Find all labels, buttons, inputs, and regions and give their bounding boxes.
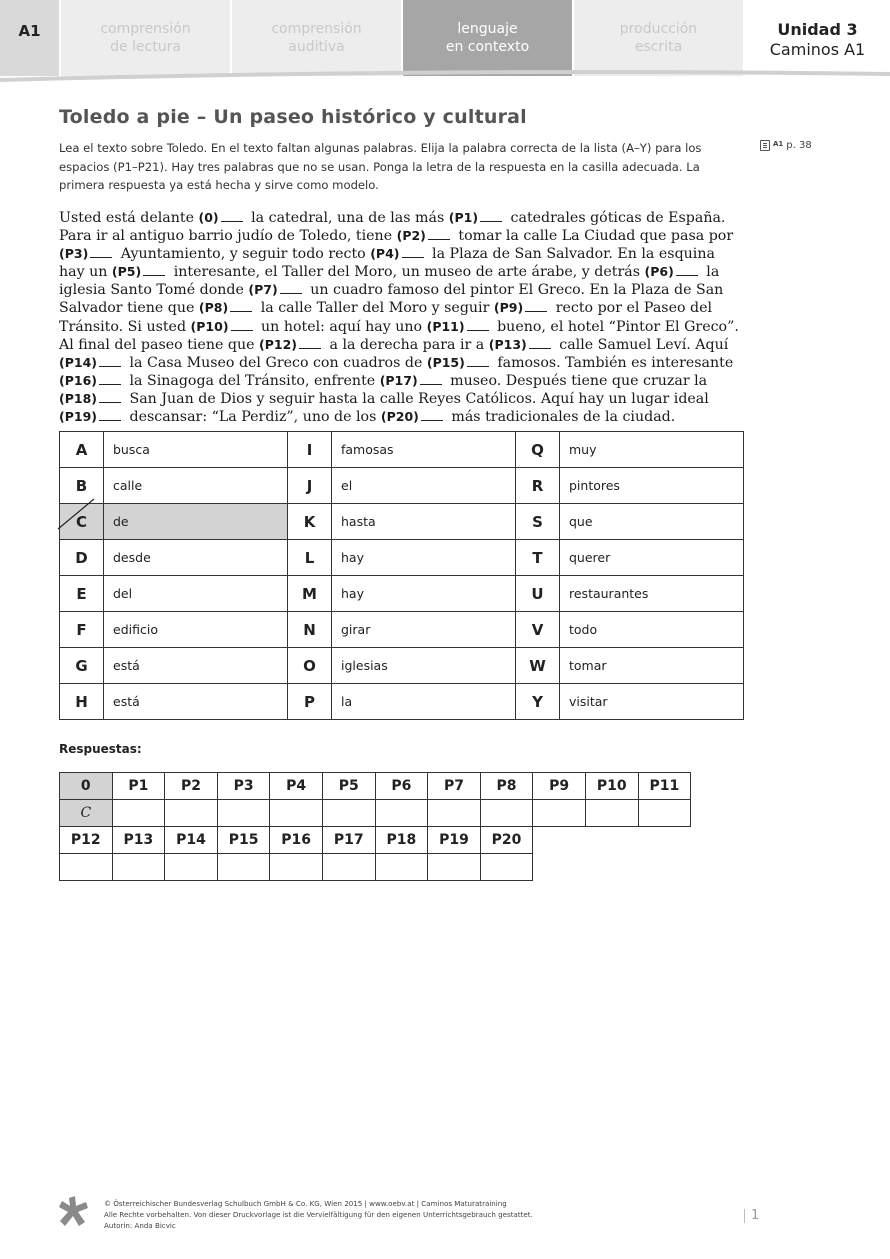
book-icon <box>760 140 770 151</box>
reference-page: p. 38 <box>786 140 812 151</box>
answer-box[interactable] <box>165 854 218 881</box>
answer-label: P13 <box>112 827 165 854</box>
text-segment: la Casa Museo del Greco con cuadros de <box>124 354 427 371</box>
gap-number: (P4) <box>370 246 400 262</box>
answer-box: C <box>60 800 113 827</box>
answer-box[interactable] <box>638 800 691 827</box>
text-segment: descansar: “La Perdiz”, uno de los <box>124 409 381 426</box>
word-row <box>60 504 744 540</box>
word-letter <box>60 504 104 540</box>
gap-number: (P12) <box>259 336 297 352</box>
word-text: desde <box>113 550 151 565</box>
gap-blank <box>402 248 424 258</box>
gap-number: (P15) <box>426 354 465 370</box>
answer-value-row <box>60 800 691 827</box>
text-segment: famosos. También es interesante <box>492 354 734 371</box>
answer-box[interactable] <box>480 800 533 827</box>
word-option <box>332 432 516 468</box>
text-segment: un hotel: aquí hay uno <box>256 318 427 335</box>
word-letter: D <box>60 540 104 576</box>
footer-line3: Autorin: Anda Bicvic <box>104 1221 176 1230</box>
tab-comprension-lectura[interactable] <box>61 0 230 76</box>
word-letter: M <box>288 576 332 612</box>
answer-box[interactable] <box>112 800 165 827</box>
word-letter: K <box>288 504 332 540</box>
word-letter: W <box>516 648 560 684</box>
page-divider <box>744 1209 745 1223</box>
word-option <box>332 576 516 612</box>
word-option <box>332 504 516 540</box>
word-letter: L <box>288 540 332 576</box>
text-segment: a la derecha para ir a <box>324 336 489 353</box>
empty-space <box>585 827 638 854</box>
gap-number: (P13) <box>488 336 527 352</box>
tab-label-line1: comprensión <box>100 21 191 37</box>
gap-number: (P9) <box>493 300 524 316</box>
answer-label: P1 <box>112 773 165 800</box>
unit-label <box>745 0 890 76</box>
text-segment: bueno, el hotel “Pintor El Greco”. Al final del paseo tiene que <box>59 318 739 353</box>
word-text: iglesias <box>341 658 388 673</box>
answer-label: 0 <box>60 773 113 800</box>
answer-box[interactable] <box>217 800 270 827</box>
gap-number: (P18) <box>59 390 97 406</box>
word-letter: Y <box>516 684 560 720</box>
answer-box[interactable] <box>480 854 533 881</box>
gap-number: (P3) <box>59 246 89 262</box>
answer-value-row <box>60 854 691 881</box>
word-option <box>104 468 288 504</box>
text-segment: la Plaza de San Salvador. En la esquina hay un <box>59 246 715 281</box>
word-text: calle <box>113 478 143 493</box>
answer-label: P5 <box>322 773 375 800</box>
gap-blank <box>99 357 121 367</box>
word-text: querer <box>569 550 611 565</box>
word-letter: U <box>516 576 560 612</box>
answer-box[interactable] <box>322 854 375 881</box>
gap-blank <box>480 212 502 222</box>
text-segment: más tradicionales de la ciudad. <box>446 409 676 426</box>
text-segment: la calle Taller del Moro y seguir <box>256 300 494 317</box>
answer-grid <box>59 772 691 881</box>
word-text: busca <box>113 442 150 457</box>
answer-label: P20 <box>480 827 533 854</box>
word-text: de <box>113 514 129 529</box>
word-text: está <box>113 694 140 709</box>
gap-number: (P11) <box>426 318 465 334</box>
reading-text <box>59 209 745 426</box>
text-segment: catedrales góticas de España. Para ir al antiguo barrio judío de Toledo, tiene <box>59 210 726 245</box>
word-text: tomar <box>569 658 607 673</box>
word-text: restaurantes <box>569 586 649 601</box>
word-letter: E <box>60 576 104 612</box>
word-text: edificio <box>113 622 158 637</box>
level-badge: A1 <box>0 0 59 76</box>
text-segment: tomar la calle La Ciudad que pasa por <box>453 228 734 245</box>
answer-box[interactable] <box>428 800 481 827</box>
answer-box[interactable] <box>585 800 638 827</box>
answer-box[interactable] <box>270 800 323 827</box>
tab-label-line2: auditiva <box>288 39 345 55</box>
word-option <box>332 468 516 504</box>
gap-number: (P20) <box>380 409 419 425</box>
word-option <box>560 684 744 720</box>
gap-blank <box>221 212 243 222</box>
word-text: todo <box>569 622 598 637</box>
word-text: hasta <box>341 514 376 529</box>
word-row <box>60 468 744 504</box>
footer-line2: Alle Rechte vorbehalten. Von dieser Druckvorlage ist die Vervielfältigung für den eigenen Unterrichtsgebrauch gestattet. <box>104 1210 533 1219</box>
answer-label: P12 <box>60 827 113 854</box>
gap-number: (P5) <box>111 264 142 280</box>
gap-number: (0) <box>198 210 219 225</box>
gap-blank <box>230 302 252 312</box>
word-letter: F <box>60 612 104 648</box>
word-text: girar <box>341 622 371 637</box>
answer-label: P15 <box>217 827 270 854</box>
answer-label: P2 <box>165 773 218 800</box>
word-option <box>104 540 288 576</box>
answer-label: P9 <box>533 773 586 800</box>
word-option <box>332 540 516 576</box>
text-segment: San Juan de Dios y seguir hasta la calle Reyes Católicos. Aquí hay un lugar ideal <box>124 390 709 407</box>
word-option <box>332 648 516 684</box>
word-letter: G <box>60 648 104 684</box>
tab-comprension-auditiva[interactable] <box>232 0 401 76</box>
gap-blank <box>99 393 121 403</box>
gap-number: (P16) <box>59 372 97 388</box>
word-option <box>104 648 288 684</box>
gap-blank <box>525 302 547 312</box>
word-row <box>60 648 744 684</box>
tab-label-line2: de lectura <box>110 39 181 55</box>
answer-header-row <box>60 773 691 800</box>
word-row <box>60 540 744 576</box>
tab-label-line2: escrita <box>634 39 683 55</box>
word-text: está <box>113 658 140 673</box>
page-number-value: 1 <box>751 1208 760 1223</box>
word-letter: N <box>288 612 332 648</box>
text-segment: la Sinagoga del Tránsito, enfrente <box>124 372 380 389</box>
word-option <box>560 612 744 648</box>
gap-number: (P1) <box>448 210 479 225</box>
answer-box[interactable] <box>428 854 481 881</box>
empty-space <box>638 854 691 881</box>
page-header <box>0 0 890 76</box>
answer-box[interactable] <box>217 854 270 881</box>
empty-space <box>585 854 638 881</box>
gap-blank <box>428 230 450 240</box>
answer-box[interactable] <box>375 800 428 827</box>
header-swoosh <box>0 66 890 88</box>
word-letter: R <box>516 468 560 504</box>
word-option <box>104 612 288 648</box>
footer-copyright <box>104 1198 533 1231</box>
tab-label-line1: producción <box>619 21 698 37</box>
word-text: el <box>341 478 353 493</box>
text-segment: museo. Después tiene que cruzar la <box>445 372 708 389</box>
unit-subtitle: Caminos A1 <box>769 40 866 59</box>
word-letter: B <box>60 468 104 504</box>
answers-label: Respuestas: <box>59 742 142 756</box>
word-option <box>104 684 288 720</box>
word-text: famosas <box>341 442 394 457</box>
answer-box[interactable] <box>112 854 165 881</box>
word-row <box>60 612 744 648</box>
empty-space <box>533 827 586 854</box>
gap-number: (P19) <box>59 409 97 425</box>
crossed-letter <box>76 513 87 531</box>
text-segment: la catedral, una de las más <box>246 210 449 226</box>
gap-blank <box>420 375 442 385</box>
answer-box[interactable] <box>375 854 428 881</box>
letter-text: C <box>75 512 87 531</box>
gap-number: (P10) <box>190 318 229 334</box>
word-text: muy <box>569 442 597 457</box>
tab-lenguaje-contexto[interactable] <box>403 0 572 76</box>
text-segment: recto por el Paseo del Tránsito. Si usted <box>59 300 713 335</box>
reference-level: A1 <box>773 140 784 148</box>
word-letter: H <box>60 684 104 720</box>
gap-blank <box>143 266 165 276</box>
word-text: hay <box>341 586 364 601</box>
word-option <box>332 612 516 648</box>
word-text: pintores <box>569 478 620 493</box>
word-text: que <box>569 514 593 529</box>
word-letter: A <box>60 432 104 468</box>
gap-blank <box>467 357 489 367</box>
text-segment: interesante, el Taller del Moro, un museo de arte árabe, y detrás <box>169 264 645 281</box>
answer-label: P19 <box>428 827 481 854</box>
publisher-logo-icon <box>59 1196 89 1228</box>
unit-title: Unidad 3 <box>777 20 858 39</box>
word-row <box>60 684 744 720</box>
instructions: Lea el texto sobre Toledo. En el texto faltan algunas palabras. Elija la palabra correcta de la lista (A–Y) para los espacios (P1–P21). Hay tres palabras que no se usan. Ponga la letra de la respuesta en la casilla adecuada. La primera respuesta ya está hecha y sirve como modelo. <box>59 141 702 192</box>
answer-box[interactable] <box>270 854 323 881</box>
gap-number: (P8) <box>198 300 229 316</box>
word-option <box>560 432 744 468</box>
word-option <box>104 576 288 612</box>
answer-label: P16 <box>270 827 323 854</box>
answer-box[interactable] <box>60 854 113 881</box>
word-text: hay <box>341 550 364 565</box>
word-option <box>560 504 744 540</box>
answer-box[interactable] <box>322 800 375 827</box>
answer-label: P17 <box>322 827 375 854</box>
answer-label: P8 <box>480 773 533 800</box>
answer-box[interactable] <box>533 800 586 827</box>
gap-number: (P17) <box>379 372 418 388</box>
text-segment: Usted está delante <box>59 210 199 226</box>
word-letter: P <box>288 684 332 720</box>
answer-label: P7 <box>428 773 481 800</box>
answer-header-row <box>60 827 691 854</box>
tab-produccion-escrita[interactable] <box>574 0 743 76</box>
footer-line1: © Österreichischer Bundesverlag Schulbuch GmbH & Co. KG, Wien 2015 | www.oebv.at | Caminos Maturatraining <box>104 1199 507 1208</box>
word-option <box>104 432 288 468</box>
answer-label: P4 <box>270 773 323 800</box>
answer-label: P3 <box>217 773 270 800</box>
answer-label: P14 <box>165 827 218 854</box>
empty-space <box>533 854 586 881</box>
gap-number: (P14) <box>59 354 97 370</box>
word-letter: Q <box>516 432 560 468</box>
gap-blank <box>90 248 112 258</box>
gap-blank <box>421 411 443 421</box>
answer-label: P18 <box>375 827 428 854</box>
tab-label-line2: en contexto <box>445 39 530 55</box>
text-segment: un cuadro famoso del pintor El Greco. En la Plaza de San Salvador tiene que <box>59 282 724 317</box>
gap-blank <box>280 284 302 294</box>
gap-blank <box>467 321 489 331</box>
answer-label: P6 <box>375 773 428 800</box>
word-letter: T <box>516 540 560 576</box>
gap-number: (P7) <box>248 282 278 298</box>
word-text: visitar <box>569 694 608 709</box>
gap-blank <box>676 266 698 276</box>
strike-mark-icon <box>54 495 98 531</box>
word-letter: J <box>288 468 332 504</box>
answer-box[interactable] <box>165 800 218 827</box>
gap-blank <box>99 375 121 385</box>
word-letter: O <box>288 648 332 684</box>
word-letter: S <box>516 504 560 540</box>
gap-number: (P6) <box>644 264 674 280</box>
text-segment: Ayuntamiento, y seguir todo recto <box>116 246 371 263</box>
word-option <box>332 684 516 720</box>
gap-blank <box>299 339 321 349</box>
empty-space <box>638 827 691 854</box>
gap-blank <box>99 411 121 421</box>
word-letter: V <box>516 612 560 648</box>
word-text: del <box>113 586 133 601</box>
gap-blank <box>231 321 253 331</box>
answer-label: P10 <box>585 773 638 800</box>
answer-label: P11 <box>638 773 691 800</box>
gap-blank <box>529 339 551 349</box>
word-option <box>560 576 744 612</box>
word-option <box>560 648 744 684</box>
tab-label-line1: comprensión <box>271 21 362 37</box>
word-option <box>560 468 744 504</box>
text-segment: calle Samuel Leví. Aquí <box>554 336 729 353</box>
word-letter: I <box>288 432 332 468</box>
tab-label-line1: lenguaje <box>457 21 518 37</box>
book-reference <box>760 140 812 151</box>
gap-number: (P2) <box>396 228 426 244</box>
word-option <box>104 504 288 540</box>
word-text: la <box>341 694 353 709</box>
word-row <box>60 576 744 612</box>
word-option <box>560 540 744 576</box>
word-row <box>60 432 744 468</box>
text-segment: la iglesia Santo Tomé donde <box>59 264 720 299</box>
page-title: Toledo a pie – Un paseo histórico y cultural <box>59 106 527 128</box>
page-number <box>744 1208 759 1223</box>
word-list-table <box>59 431 744 720</box>
